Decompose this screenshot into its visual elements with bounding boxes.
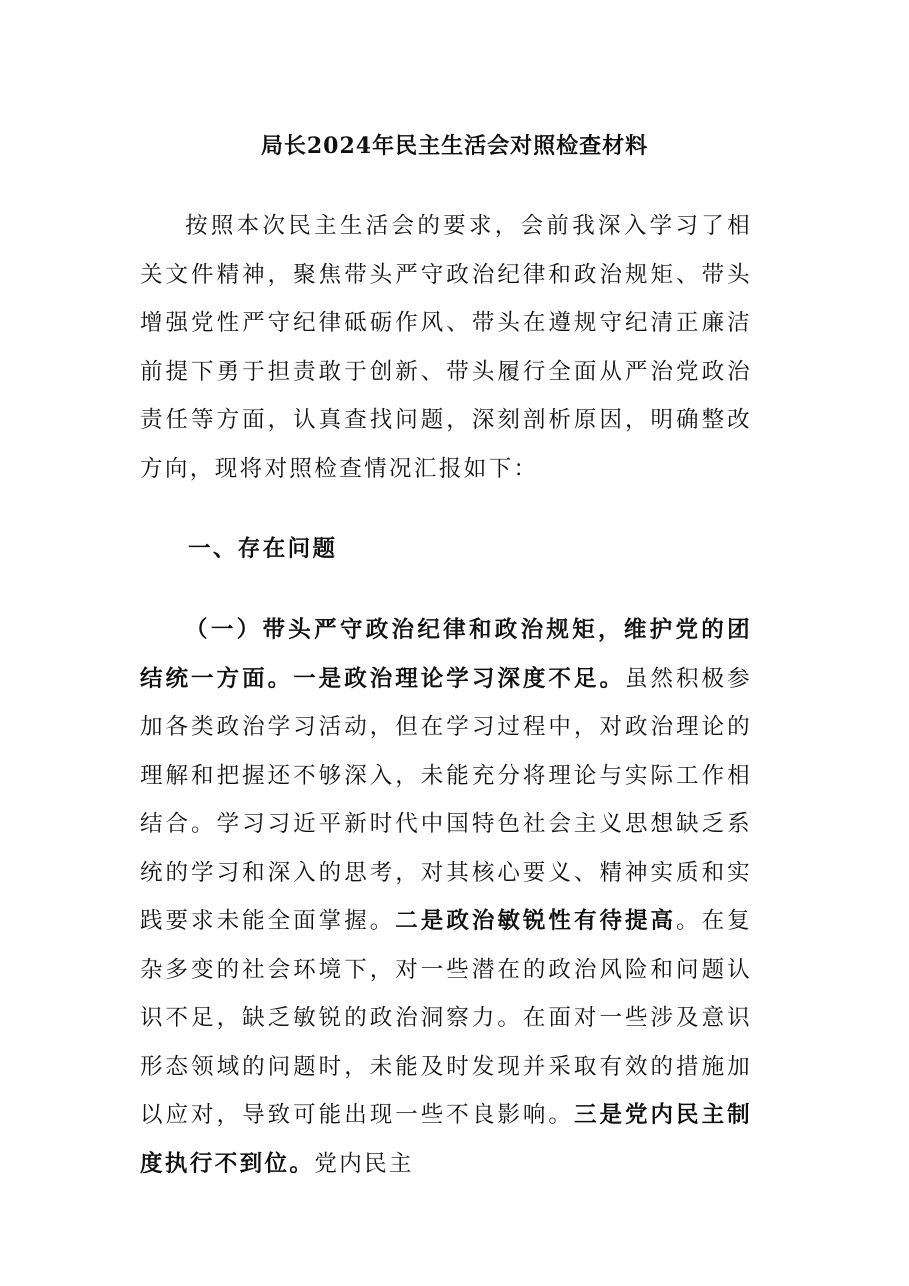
section-paragraph xyxy=(140,606,752,1188)
section-heading: 一、存在问题 xyxy=(188,536,338,562)
intro-paragraph: 按照本次民主生活会的要求，会前我深入学习了相关文件精神，聚焦带头严守政治纪律和政治规矩、带头增强党性严守纪律砥砺作风、带头在遵规守纪清正廉洁前提下勇于担责敢于创新、带头履行全面从严治党政治责任等方面，认真查找问题，深刻剖析原因，明确整改方向，现将对照检查情况汇报如下： xyxy=(140,213,752,482)
document-title: 局长2024年民主生活会对照检查材料 xyxy=(260,133,649,159)
point-three-heading: 三是党内民主制度执行不到位。 xyxy=(140,1102,752,1177)
point-two-heading: 二是政治敏锐性有待提高 xyxy=(395,908,677,934)
subsection-lead: （一）带头严守政治纪律和政治规矩，维护党的团结统一方面。一是政治理论学习深度不足。 xyxy=(140,617,752,692)
paragraph-text-2: 。在复杂多变的社会环境下，对一些潜在的政治风险和问题认识不足，缺乏敏锐的政治洞察力。在面对一些涉及意识形态领域的问题时，未能及时发现并采取有效的措施加以应对，导致可能出现一些不良影响。 xyxy=(140,908,752,1128)
paragraph-text-1: 虽然积极参加各类政治学习活动，但在学习过程中，对政治理论的理解和把握还不够深入，未能充分将理论与实际工作相结合。学习习近平新时代中国特色社会主义思想缺乏系统的学习和深入的思考，对其核心要义、精神实质和实践要求未能全面掌握。 xyxy=(140,665,752,934)
paragraph-text-3: 党内民主 xyxy=(314,1150,414,1177)
